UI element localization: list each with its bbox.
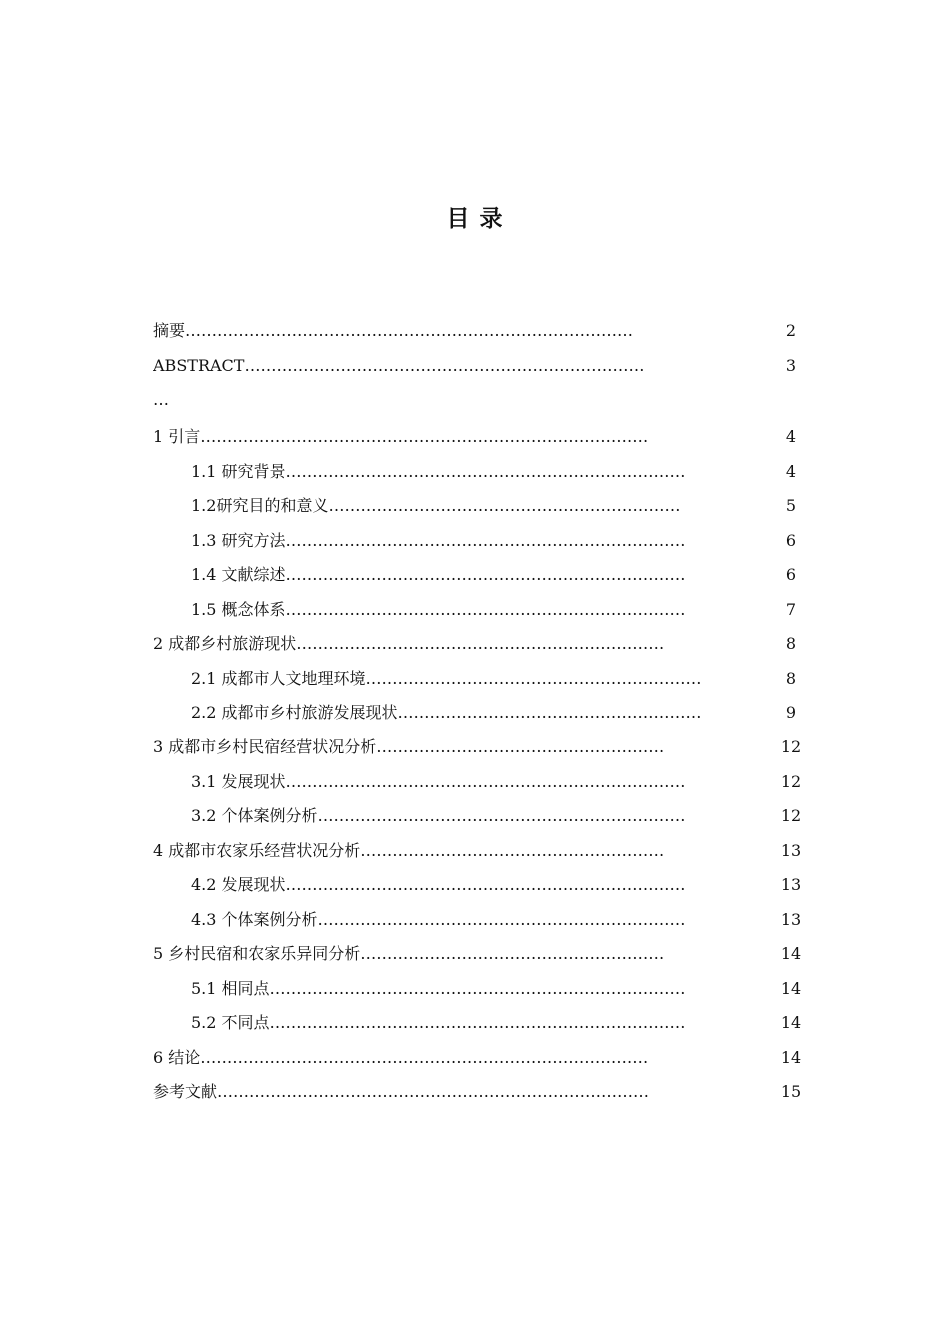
toc-entry-title: 1 引言………………………………………………………………………… bbox=[153, 427, 649, 446]
toc-entry[interactable] bbox=[0, 701, 950, 725]
toc-entry-title: 1.2研究目的和意义………………………………………………………… bbox=[191, 496, 681, 515]
toc-entry-page: 13 bbox=[780, 841, 802, 860]
toc-entry-page: 8 bbox=[785, 634, 797, 653]
toc-entry-page: 8 bbox=[785, 669, 797, 688]
toc-entry-title: 2 成都乡村旅游现状…………………………………………………………… bbox=[153, 634, 665, 653]
toc-entry-page: 4 bbox=[785, 462, 797, 481]
toc-entry-page: 6 bbox=[785, 565, 797, 584]
toc-entry[interactable] bbox=[0, 873, 950, 897]
toc-entry[interactable] bbox=[0, 977, 950, 1001]
toc-entry-continuation: … bbox=[153, 390, 169, 409]
toc-entry[interactable] bbox=[0, 839, 950, 863]
page-title: 目 录 bbox=[446, 206, 504, 232]
toc-entry-title: 摘要………………………………………………………………………… bbox=[153, 321, 634, 340]
toc-entry-title: 1.5 概念体系………………………………………………………………… bbox=[191, 600, 686, 619]
toc-entry-page: 13 bbox=[780, 910, 802, 929]
toc-entry[interactable] bbox=[0, 804, 950, 828]
toc-entry[interactable] bbox=[0, 1046, 950, 1070]
toc-entry-title: 2.2 成都市乡村旅游发展现状………………………………………………… bbox=[191, 703, 702, 722]
toc-entry[interactable] bbox=[0, 908, 950, 932]
toc-entry[interactable] bbox=[0, 667, 950, 691]
toc-entry-title: 5 乡村民宿和农家乐异同分析………………………………………………… bbox=[153, 944, 665, 963]
toc-entry[interactable] bbox=[0, 425, 950, 449]
toc-entry[interactable] bbox=[0, 770, 950, 794]
toc-entry[interactable] bbox=[0, 494, 950, 518]
toc-entry-title: ABSTRACT………………………………………………………………… bbox=[153, 356, 645, 375]
toc-entry-title: 6 结论………………………………………………………………………… bbox=[153, 1048, 649, 1067]
toc-entry-page: 6 bbox=[785, 531, 797, 550]
toc-entry-page: 7 bbox=[785, 600, 797, 619]
toc-entry-title: 3 成都市乡村民宿经营状况分析……………………………………………… bbox=[153, 737, 665, 756]
toc-entry-title: 3.1 发展现状………………………………………………………………… bbox=[191, 772, 686, 791]
toc-entry-page: 13 bbox=[780, 875, 802, 894]
toc-entry-title: 2.1 成都市人文地理环境……………………………………………………… bbox=[191, 669, 702, 688]
toc-entry-title: 4.3 个体案例分析…………………………………………………………… bbox=[191, 910, 686, 929]
toc-entry[interactable] bbox=[0, 563, 950, 587]
toc-entry-page: 12 bbox=[780, 772, 802, 791]
toc-entry[interactable] bbox=[0, 319, 950, 343]
toc-entry[interactable] bbox=[0, 1011, 950, 1035]
toc-entry[interactable] bbox=[0, 529, 950, 553]
toc-entry-page: 14 bbox=[780, 944, 802, 963]
toc-entry[interactable] bbox=[0, 632, 950, 656]
toc-entry-page: 9 bbox=[785, 703, 797, 722]
toc-entry-page: 14 bbox=[780, 979, 802, 998]
toc-entry[interactable] bbox=[0, 942, 950, 966]
toc-entry-page: 12 bbox=[780, 737, 802, 756]
toc-entry-page: 3 bbox=[785, 356, 797, 375]
toc-entry-title: 1.3 研究方法………………………………………………………………… bbox=[191, 531, 686, 550]
toc-entry-title: 5.1 相同点…………………………………………………………………… bbox=[191, 979, 686, 998]
toc-entry-page: 4 bbox=[785, 427, 797, 446]
toc-entry-page: 14 bbox=[780, 1048, 802, 1067]
toc-entry[interactable] bbox=[0, 735, 950, 759]
toc-entry-page: 15 bbox=[780, 1082, 802, 1101]
toc-entry[interactable] bbox=[0, 460, 950, 484]
toc-entry-title: 4 成都市农家乐经营状况分析………………………………………………… bbox=[153, 841, 665, 860]
toc-entry-page: 14 bbox=[780, 1013, 802, 1032]
toc-entry-title: 参考文献……………………………………………………………………… bbox=[153, 1082, 650, 1101]
toc-entry-page: 5 bbox=[785, 496, 797, 515]
toc-entry-page: 2 bbox=[785, 321, 797, 340]
toc-entry-title: 5.2 不同点…………………………………………………………………… bbox=[191, 1013, 686, 1032]
toc-entry-title: 4.2 发展现状………………………………………………………………… bbox=[191, 875, 686, 894]
toc-entry[interactable] bbox=[0, 598, 950, 622]
toc-entry-title: 1.4 文献综述………………………………………………………………… bbox=[191, 565, 686, 584]
toc-entry[interactable] bbox=[0, 1080, 950, 1104]
toc-entry[interactable] bbox=[0, 354, 950, 378]
toc-entry-page: 12 bbox=[780, 806, 802, 825]
toc-entry-title: 3.2 个体案例分析…………………………………………………………… bbox=[191, 806, 686, 825]
toc-entry-title: 1.1 研究背景………………………………………………………………… bbox=[191, 462, 686, 481]
